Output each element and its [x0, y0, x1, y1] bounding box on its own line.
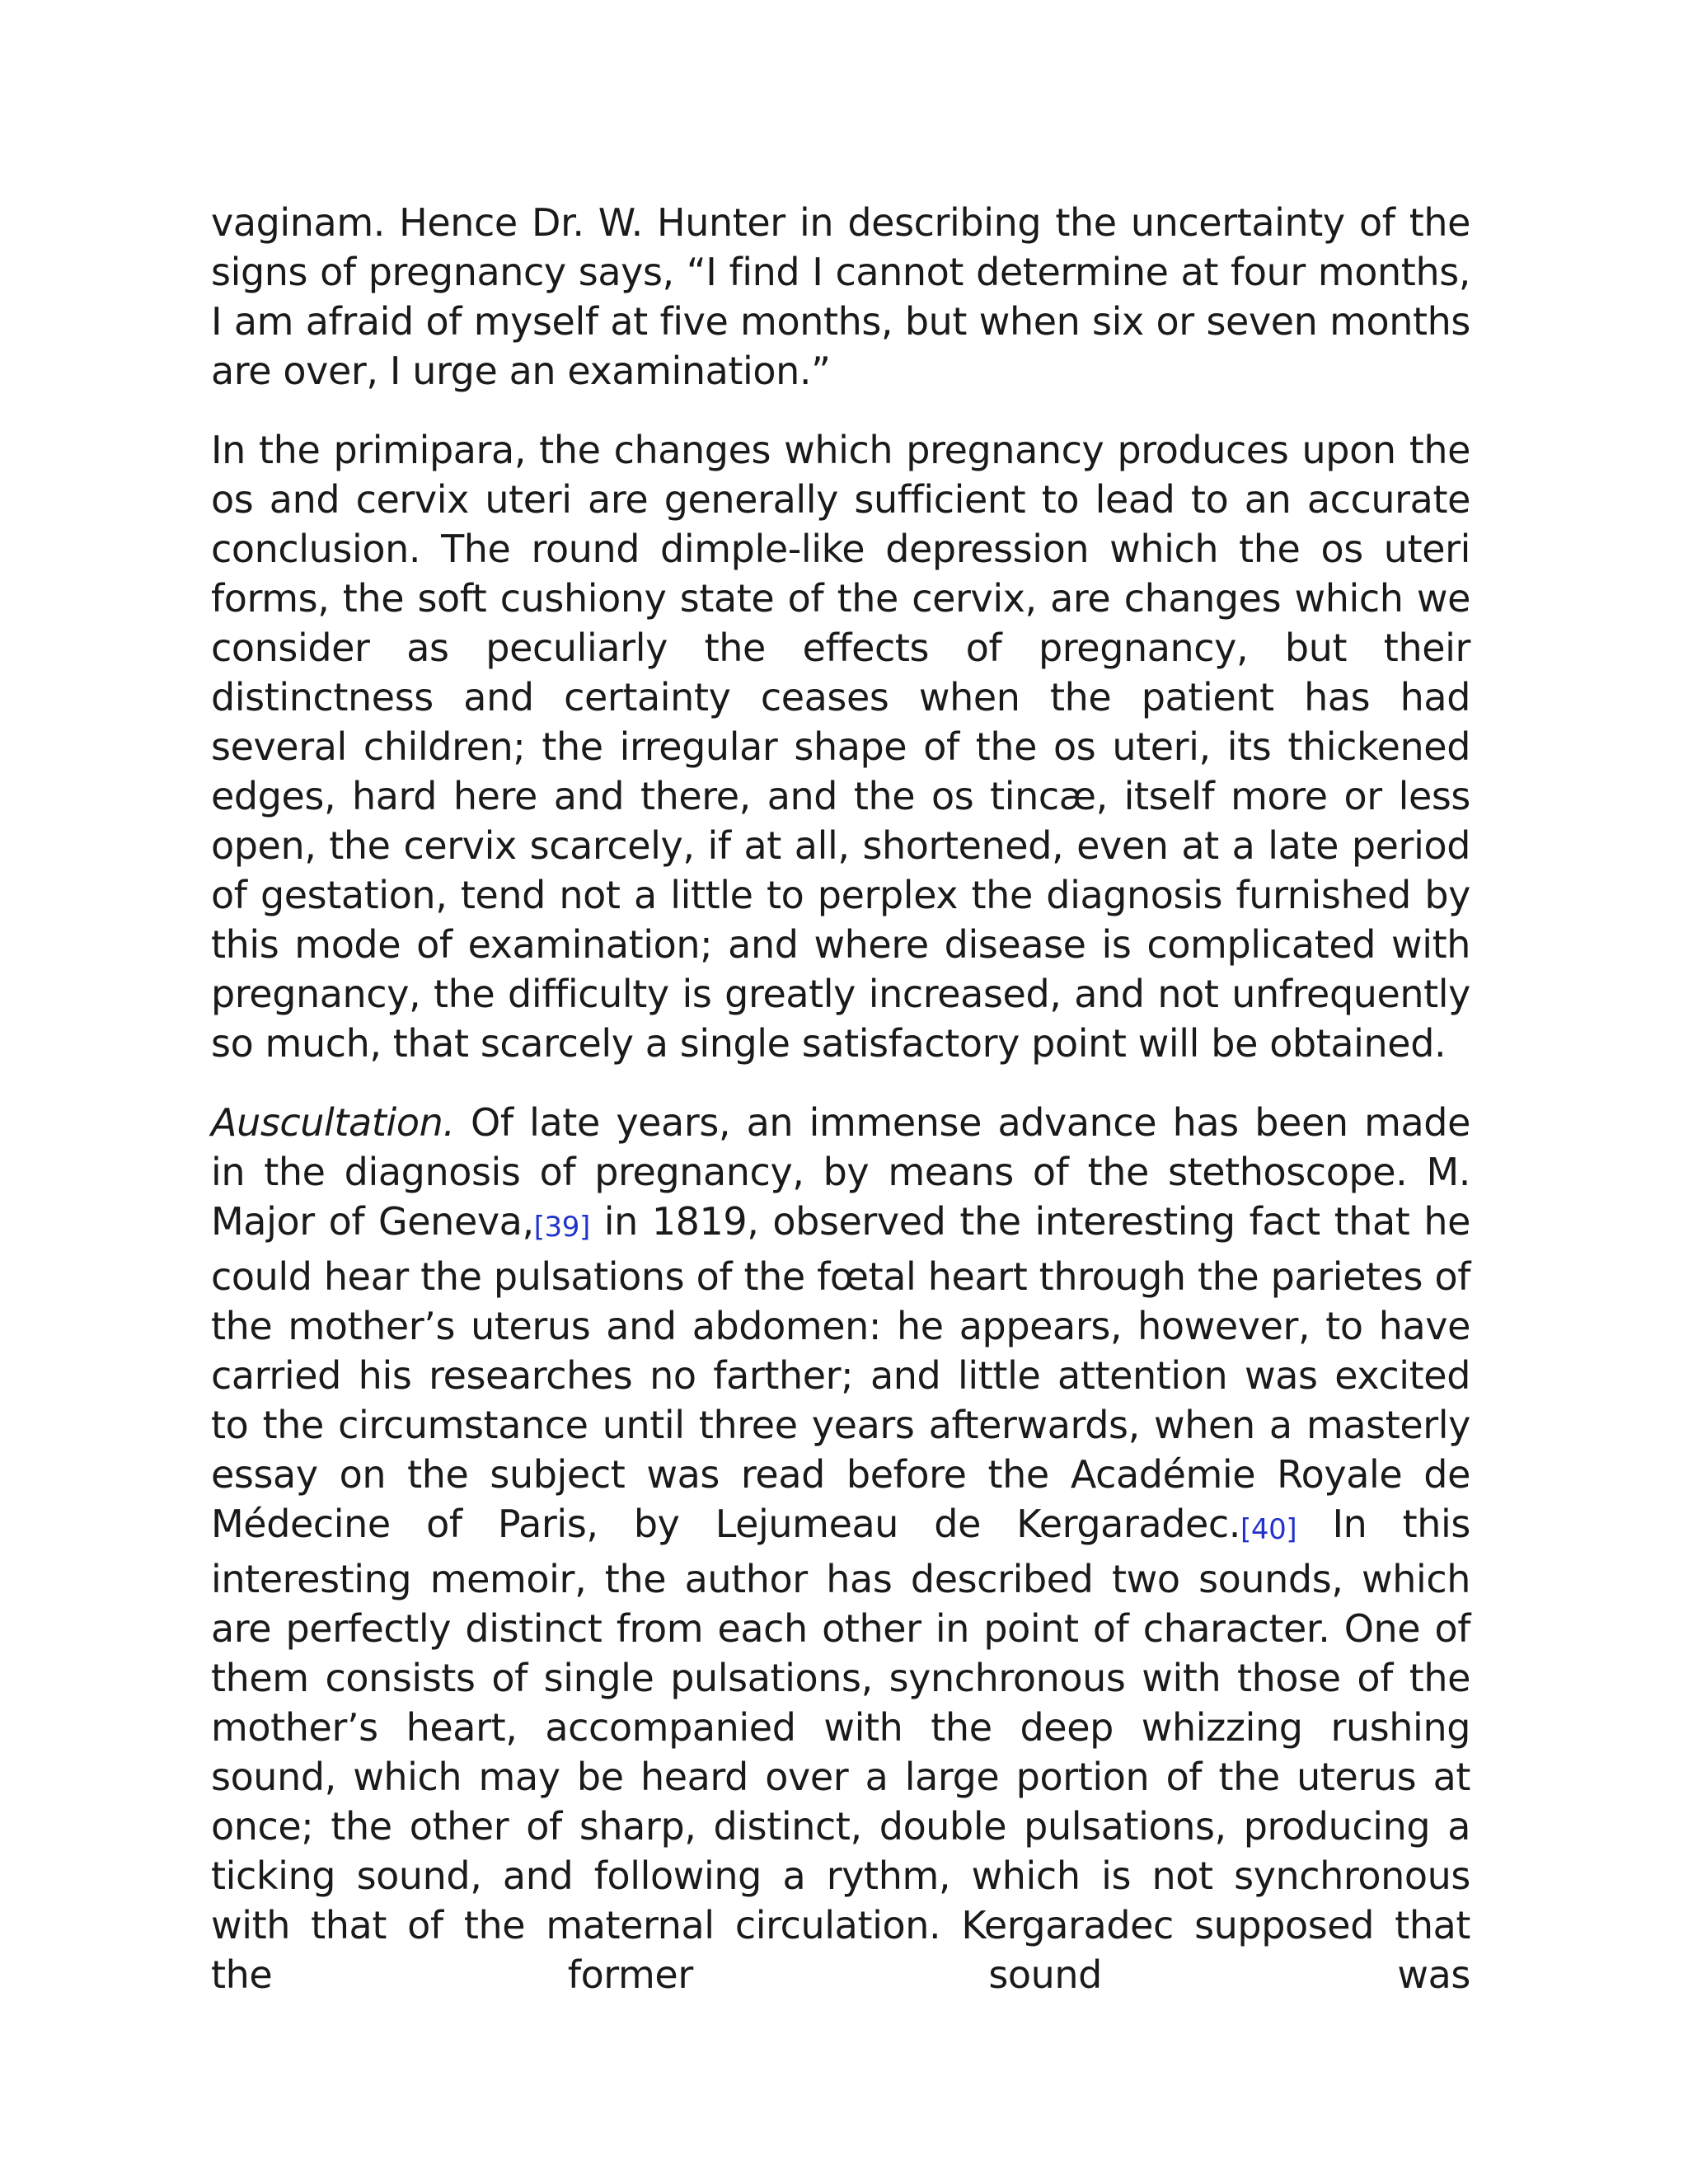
page-body	[211, 198, 1470, 2029]
paragraph-text: Of late years, an immense advance has been made in the diagnosis of pregnancy, by means of the stethoscope. M. Major of Geneva,	[211, 1100, 1470, 1244]
paragraph-text: In this interesting memoir, the author has described two sounds, which are perfectly distinct from each other in point of character. One of them consists of single pulsations, synchronous with those of the mother’s heart, accompanied with the deep whizzing rushing sound, which may be heard over a large portion of the uterus at once; the other of sharp, distinct, double pulsations, producing a ticking sound, and following a rythm, which is not synchronous with that of the maternal circulation. Kergaradec supposed that the former sound was	[211, 1502, 1470, 1997]
footnote-link-39[interactable]: [39]	[533, 1211, 590, 1244]
paragraph-text: in 1819, observed the interesting fact that he could hear the pulsations of the fœtal heart through the parietes of the mother’s uterus and abdomen: he appears, however, to have carried his researches no farther; and little attention was excited to the circumstance until three years afterwards, when a masterly essay on the subject was read before the Académie Royale de Médecine of Paris, by Lejumeau de Kergaradec.	[211, 1199, 1470, 1546]
paragraph-primipara: In the primipara, the changes which pregnancy produces upon the os and cervix uteri are generally sufficient to lead to an accurate conclusion. The round dimple-like depression which the os uteri forms, the soft cushiony state of the cervix, are changes which we consider as peculiarly the effects of pregnancy, but their distinctness and certainty ceases when the patient has had several children; the irregular shape of the os uteri, its thickened edges, hard here and there, and the os tincæ, itself more or less open, the cervix scarcely, if at all, shortened, even at a late period of gestation, tend not a little to perplex the diagnosis furnished by this mode of examination; and where disease is complicated with pregnancy, the difficulty is greatly increased, and not unfrequently so much, that scarcely a single satisfactory point will be obtained.	[211, 428, 1470, 1066]
footnote-link-40[interactable]: [40]	[1240, 1513, 1297, 1546]
section-heading-auscultation: Auscultation.	[211, 1100, 455, 1145]
paragraph-hunter-quote: vaginam. Hence Dr. W. Hunter in describing the uncertainty of the signs of pregnancy says, “I find I cannot determine at four months, I am afraid of myself at five months, but when six or seven months are over, I urge an examination.”	[211, 200, 1470, 393]
paragraph-auscultation	[211, 1098, 1470, 1999]
